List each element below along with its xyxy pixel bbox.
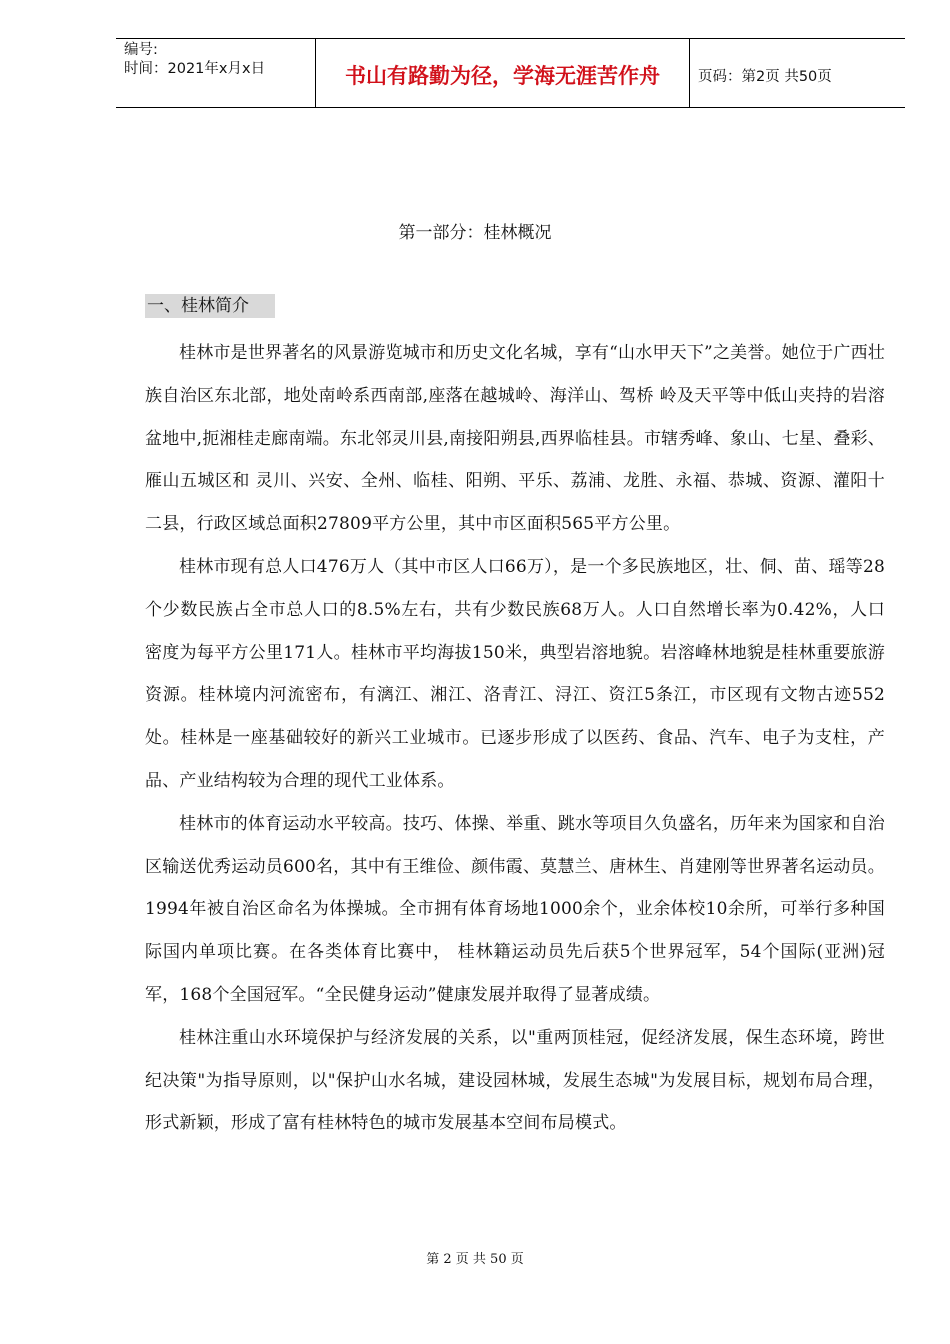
paragraph: 桂林市现有总人口476万人（其中市区人口66万），是一个多民族地区，壮、侗、苗、瑶等28个少数民族占全市总人口的8.5%左右，共有少数民族68万人。人口自然增长率为0.42%，人口密度为每平方公里171人。桂林市平均海拔150米，典型岩溶地貌。岩溶峰林地貌是桂林重要旅游资源。桂林境内河流密布，有漓江、湘江、洛青江、浔江、资江5条江，市区现有文物古迹552处。桂林是一座基础较好的新兴工业城市。已逐步形成了以医药、食品、汽车、电子为支柱，产品、产业结构较为合理的现代工业体系。 [145, 556, 885, 791]
header-meta [116, 39, 316, 107]
part-title: 第一部分：桂林概况 [398, 223, 552, 243]
header-motto: 书山有路勤为径，学海无涯苦作舟 [316, 39, 690, 107]
number-label: 编号: [124, 42, 158, 58]
section-title: 一、桂林简介 [145, 294, 275, 318]
paragraph: 桂林注重山水环境保护与经济发展的关系，以"重两顶桂冠，促经济发展，保生态环境，跨世纪决策"为指导原则，以"保护山水名城，建设园林城，发展生态城"为发展目标，规划布局合理，形式新颖，形成了富有桂林特色的城市发展基本空间布局模式。 [145, 1027, 885, 1134]
page-footer: 第 2 页 共 50 页 [426, 1252, 524, 1267]
body-text [145, 332, 885, 1145]
paragraph: 桂林市的体育运动水平较高。技巧、体操、举重、跳水等项目久负盛名，历年来为国家和自治区输送优秀运动员600名，其中有王维俭、颜伟霞、莫慧兰、唐林生、肖建刚等世界著名运动员。1994年被自治区命名为体操城。全市拥有体育场地1000余个，业余体校10余所，可举行多种国际国内单项比赛。在各类体育比赛中， 桂林籍运动员先后获5个世界冠军，54个国际(亚洲)冠军，168个全国冠军。“全民健身运动”健康发展并取得了显著成绩。 [145, 813, 885, 1005]
paragraph: 桂林市是世界著名的风景游览城市和历史文化名城，享有“山水甲天下”之美誉。她位于广西壮族自治区东北部，地处南岭系西南部,座落在越城岭、海洋山、驾桥 岭及天平等中低山夹持的岩溶盆地中,扼湘桂走廊南端。东北邻灵川县,南接阳朔县,西界临桂县。市辖秀峰、象山、七星、叠彩、雁山五城区和 灵川、兴安、全州、临桂、阳朔、平乐、荔浦、龙胜、永福、恭城、资源、灌阳十二县，行政区域总面积27809平方公里，其中市区面积565平方公里。 [145, 343, 885, 535]
document-header [116, 38, 905, 108]
time-label: 时间：2021年x月x日 [124, 61, 266, 77]
header-page-info: 页码：第2页 共50页 [698, 68, 832, 85]
